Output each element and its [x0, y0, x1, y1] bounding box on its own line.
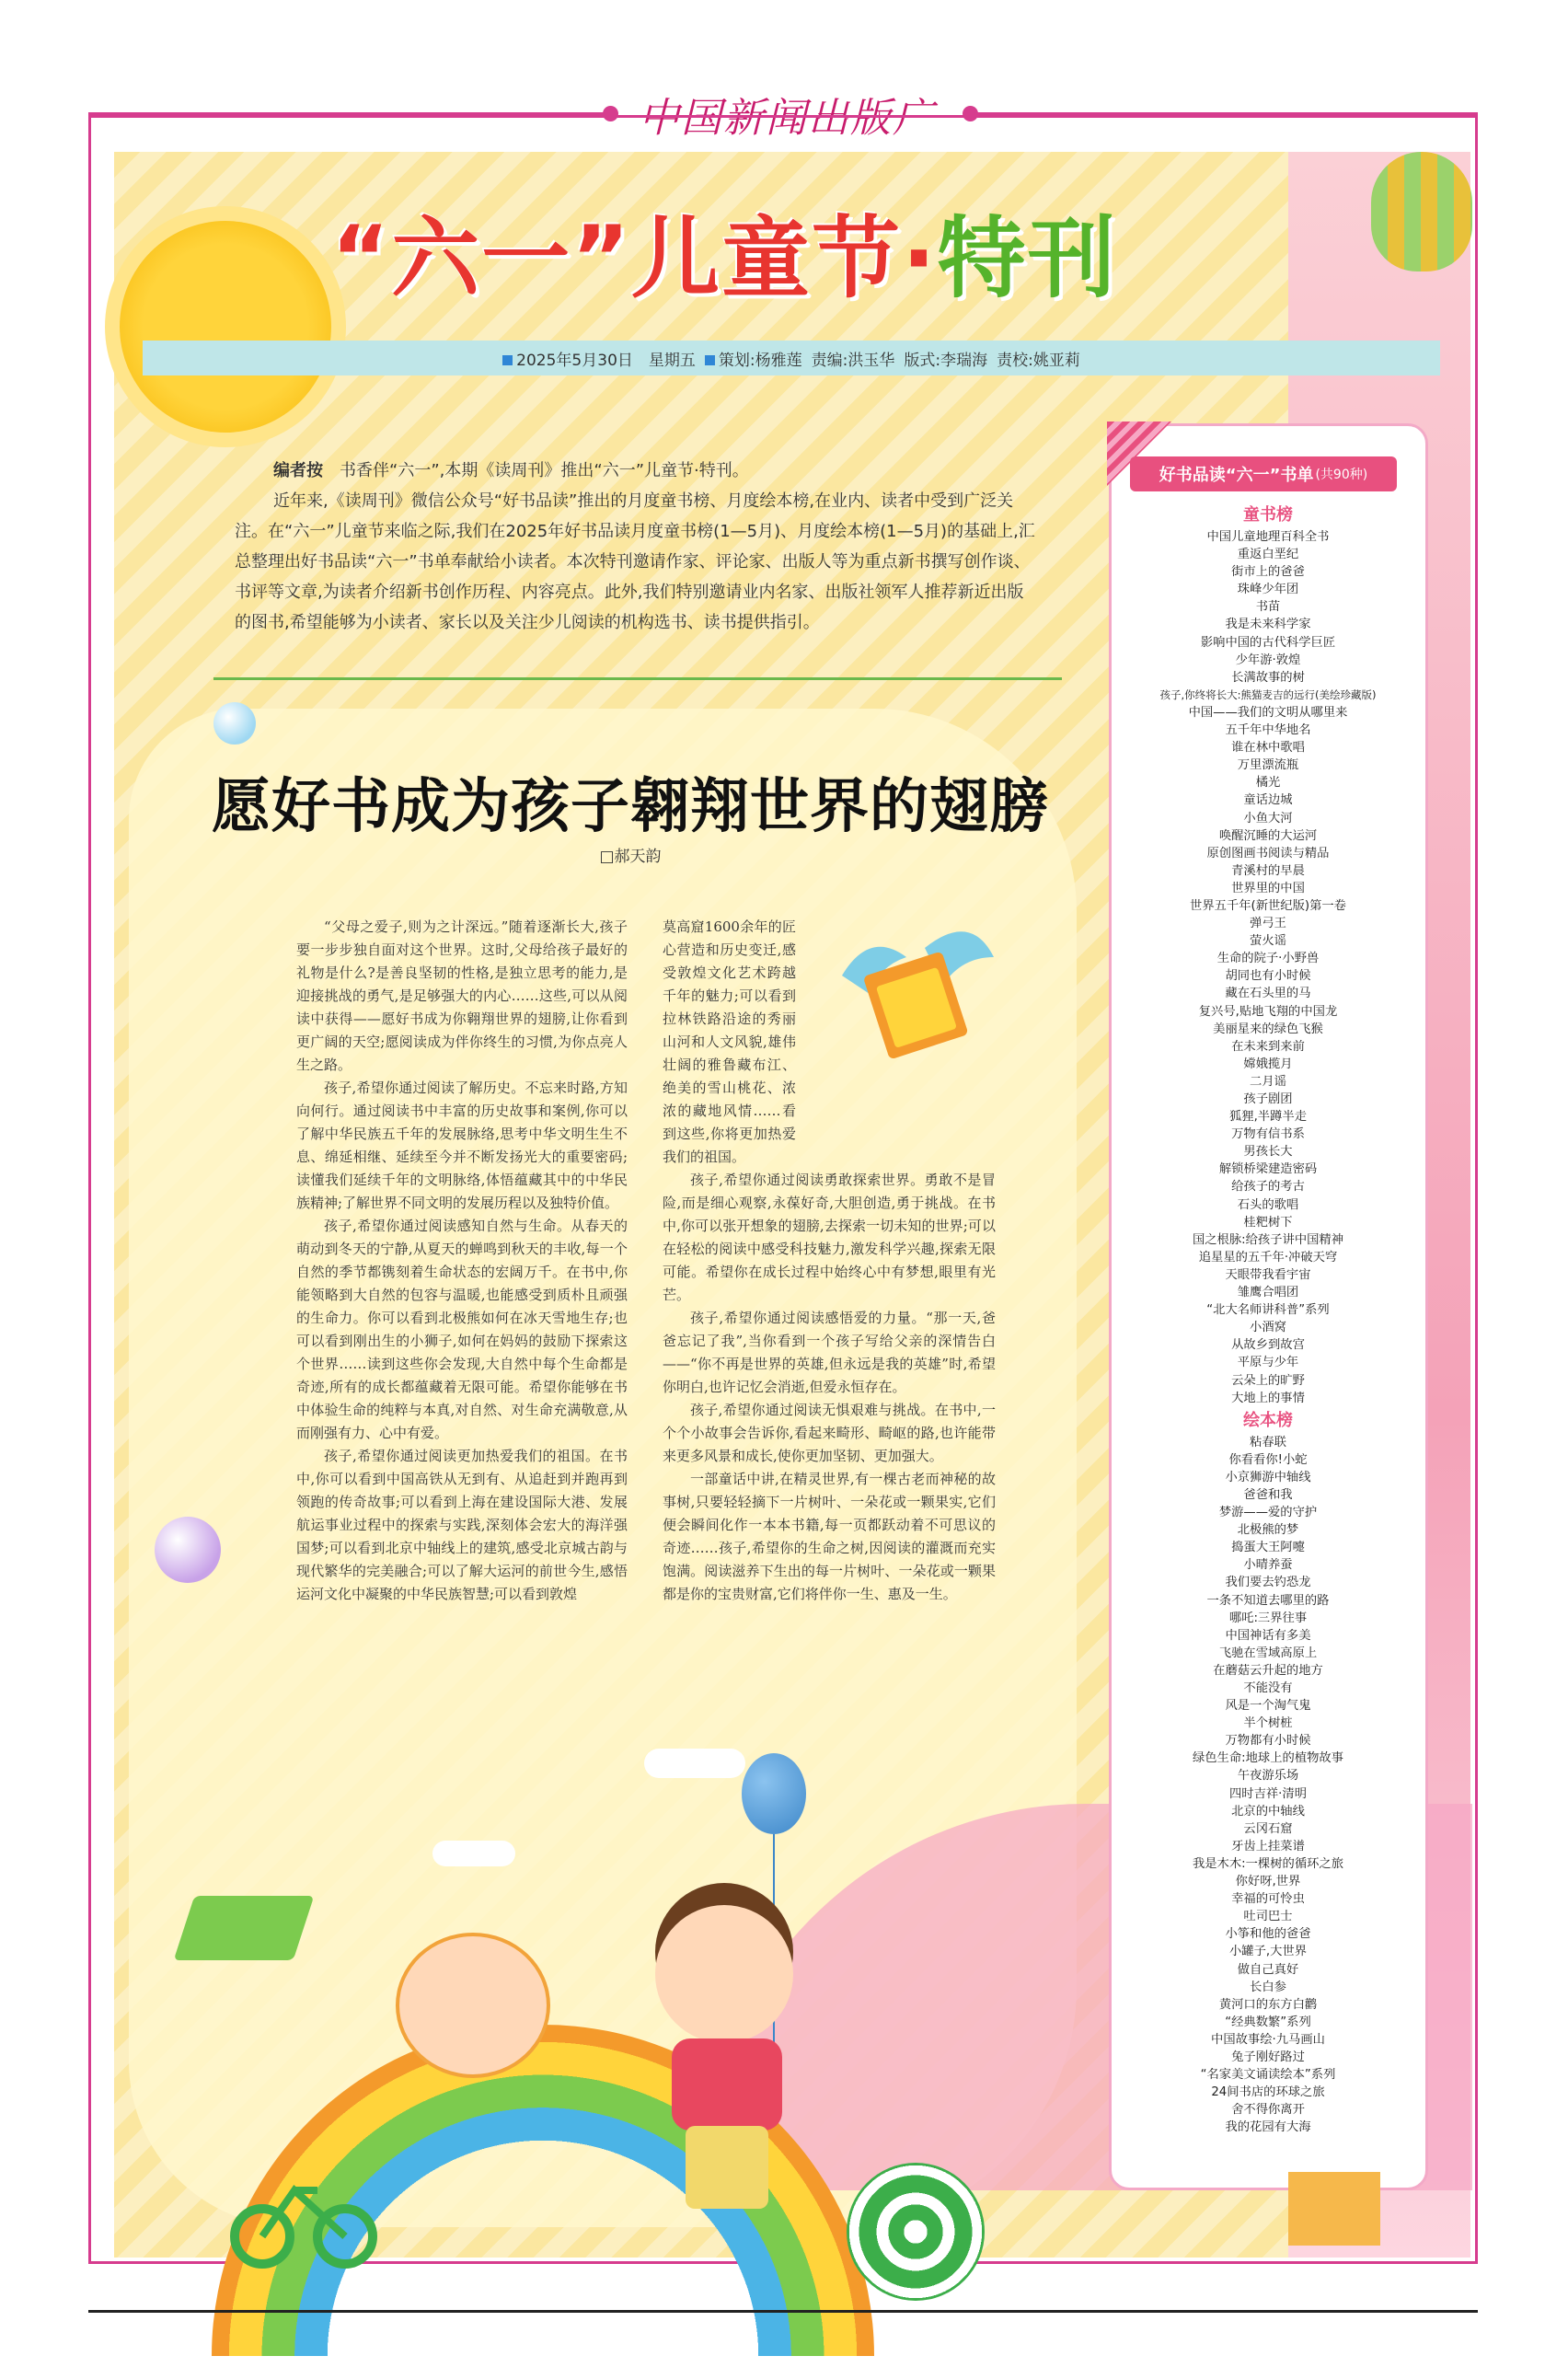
booklist-item: 北极熊的梦	[1237, 1523, 1299, 1538]
booklist-item: 四时吉祥·清明	[1228, 1786, 1307, 1801]
editor-note-body: 近年来,《读周刊》微信公众号“好书品读”推出的月度童书榜、月度绘本榜,在业内、读者中受到广泛关注。在“六一”儿童节来临之际,我们在2025年好书品读月度童书榜(1—5月)、月度绘本榜(1—5月)的基础上,汇总整理出好书品读“六一”书单奉献给小读者。本次特刊邀请作家、评论家、出版人等为重点新书撰写创作谈、书评等文章,为读者介绍新书创作历程、内容亮点。此外,我们特别邀请业内名家、出版社领军人推荐新近出版的图书,希望能够为小读者、家长以及关注少儿阅读的机构选书、读书提供指引。	[235, 491, 1035, 632]
info-date: 2025年5月30日 星期五	[502, 347, 696, 370]
booklist-item: 绿色生命:地球上的植物故事	[1192, 1751, 1344, 1766]
booklist-item: “北大名师讲科普”系列	[1206, 1303, 1330, 1318]
booklist-item: 吐司巴士	[1243, 1910, 1293, 1924]
booklist-item: 梦游——爱的守护	[1218, 1506, 1318, 1520]
blue-balloon-illustration	[742, 1753, 806, 1834]
booklist-item: 从故乡到故宫	[1231, 1338, 1305, 1353]
booklist-item: 小筝和他的爸爸	[1225, 1927, 1311, 1942]
booklist-item: 桂粑树下	[1243, 1215, 1293, 1230]
booklist-item: 孩子,你终将长大:熊猫麦吉的远行(美绘珍藏版)	[1159, 687, 1377, 701]
booklist-item: 万物有信书系	[1231, 1127, 1305, 1142]
booklist-item: 捣蛋大王阿嚏	[1231, 1541, 1305, 1555]
boy-legs-illustration	[686, 2126, 768, 2209]
special-issue-title	[331, 189, 1251, 315]
booklist-item: 不能没有	[1243, 1681, 1293, 1695]
booklist-item: 午夜游乐场	[1237, 1769, 1299, 1784]
booklist-item: 追星星的五千年·冲破天穹	[1198, 1250, 1338, 1265]
booklist-item: 万里漂流瓶	[1237, 758, 1299, 773]
booklist-item: 云冈石窟	[1243, 1821, 1293, 1836]
booklist-item: 世界五千年(新世纪版)第一卷	[1190, 898, 1346, 913]
booklist-item: 长白参	[1250, 1980, 1286, 1994]
sun-illustration	[120, 221, 331, 433]
booklist-item: 我是木木:一棵树的循环之旅	[1192, 1856, 1344, 1871]
newspaper-name: 中国新闻出版广	[639, 95, 935, 142]
booklist-item: 书苗	[1255, 600, 1281, 615]
booklist-item: 我的花园有大海	[1225, 2120, 1311, 2135]
booklist-item: 哪吒:三界往事	[1228, 1611, 1308, 1625]
boy-body-illustration	[672, 2038, 782, 2131]
editor-note-first-line: 编者按 书香伴“六一”,本期《读周刊》推出“六一”儿童节·特刊。	[273, 461, 749, 480]
booklist-item: 舍不得你离开	[1231, 2103, 1305, 2118]
booklist-item: 原创图画书阅读与精品	[1206, 846, 1330, 860]
paragraph: “父母之爱子,则为之计深远。”随着逐渐长大,孩子要一步步独自面对这个世界。这时,父母给孩子最好的礼物是什么?是善良坚韧的性格,是独立思考的能力,是迎接挑战的勇气,是足够强大的内心……这些,可以从阅读中获得——愿好书成为你翱翔世界的翅膀,让你看到更广阔的天空;愿阅读成为伴你终生的习惯,为你点亮人生之路。	[296, 918, 628, 1073]
booklist-item: 24间书店的环球之旅	[1211, 2085, 1325, 2100]
booklist-item: 在未来到来前	[1231, 1039, 1305, 1054]
green-divider	[213, 677, 1062, 680]
booklist-section-title: 童书榜	[1243, 505, 1293, 525]
page-bottom-rule	[88, 2310, 1478, 2313]
booklist-item: 萤火谣	[1250, 934, 1286, 949]
booklist-item: 兔子刚好路过	[1231, 2050, 1305, 2064]
booklist-item: 中国故事绘·九马画山	[1211, 2032, 1325, 2047]
paragraph: 孩子,希望你通过阅读感知自然与生命。从春天的萌动到冬天的宁静,从夏天的蝉鸣到秋天的丰收,每一个自然的季节都镌刻着生命状态的宏阔万千。在书中,你能领略到大自然的包容与温暖,也能感受到质朴且顽强的生命力。你可以看到北极熊如何在冰天雪地生存;也可以看到刚出生的小狮子,如何在妈妈的鼓励下探索这个世界……读到这些你会发现,大自然中每个生命都是奇迹,所有的成长都蕴藏着无限可能。希望你能够在书中体验生命的纯粹与本真,对自然、对生命充满敬意,从而刚强有力、心中有爱。	[296, 1218, 628, 1441]
title-special: 特刊	[937, 207, 1118, 310]
booklist-item: 大地上的事情	[1231, 1391, 1305, 1405]
booklist-item: 小鱼大河	[1243, 811, 1293, 826]
paragraph: 一部童话中讲,在精灵世界,有一棵古老而神秘的故事树,只要轻轻摘下一片树叶、一朵花或一颗果实,它们便会瞬间化作一本本书籍,每一页都跃动着不可思议的奇迹……孩子,希望你的生命之树,因阅读的灌溉而充实饱满。阅读滋养下生出的每一片树叶、一朵花或一颗果都是你的宝贵财富,它们将伴你一生、惠及一生。	[663, 1471, 996, 1602]
booklist-item: 生命的院子·小野兽	[1216, 952, 1320, 966]
booklist-item: 半个树桩	[1243, 1716, 1293, 1731]
booklist-item: 少年游·敦煌	[1235, 652, 1301, 667]
paragraph: 莫高窟1600余年的匠心营造和历史变迁,感受敦煌文化艺术跨越千年的魅力;可以看到拉林铁路沿途的秀丽山河和人文风貌,雄伟壮阔的雅鲁藏布江、绝美的雪山桃花、浓浓的藏地风情……看到这些,你将更加热爱我们的祖国。	[663, 918, 796, 1165]
booklist-item: “名家美文诵读绘本”系列	[1200, 2068, 1336, 2083]
flying-book-illustration	[833, 920, 998, 1068]
booklist-item: 唤醒沉睡的大运河	[1218, 828, 1318, 843]
booklist-item: 中国——我们的文明从哪里来	[1188, 705, 1348, 720]
booklist-item: 天眼带我看宇宙	[1225, 1267, 1311, 1282]
booklist-item: 嫦娥揽月	[1243, 1057, 1293, 1071]
article-byline: □郝天韵	[599, 848, 662, 866]
article-headline: 愿好书成为孩子翱翔世界的翅膀	[212, 772, 1049, 841]
booklist-item: 平原与少年	[1237, 1356, 1299, 1370]
booklist-item: 谁在林中歌唱	[1231, 741, 1305, 756]
article-column-1	[296, 916, 628, 1606]
paragraph: 孩子,希望你通过阅读无惧艰难与挑战。在书中,一个个小故事会告诉你,看起来畸形、畸岖的路,也许能带来更多风景和成长,使你更加坚韧、更加强大。	[663, 1402, 996, 1464]
booklist-item: 影响中国的古代科学巨匠	[1200, 635, 1336, 650]
bubble-decoration	[155, 1517, 221, 1583]
booklist-item: 复兴号,贴地飞翔的中国龙	[1198, 1004, 1338, 1019]
booklist-item: 我们要去钓恐龙	[1225, 1576, 1311, 1590]
booklist-item: 石头的歌唱	[1237, 1197, 1299, 1212]
booklist-item: 小罐子,大世界	[1228, 1945, 1307, 1959]
editor-note	[235, 456, 1035, 638]
info-proof: 责校:姚亚莉	[997, 351, 1080, 370]
info-planner: 策划:杨雅莲	[705, 347, 802, 370]
booklist-item: 青溪村的早晨	[1231, 863, 1305, 878]
booklist-item: 重返白垩纪	[1237, 548, 1299, 562]
booklist-item: 飞驰在雪域高原上	[1218, 1646, 1318, 1660]
booklist-item: 万物都有小时候	[1225, 1734, 1311, 1749]
girl-illustration	[396, 1933, 550, 2078]
booklist-item: 长满故事的树	[1231, 670, 1305, 685]
booklist-item: 你看看你!小蛇	[1228, 1452, 1308, 1467]
booklist-item: 美丽星来的绿色飞猴	[1213, 1022, 1323, 1036]
booklist-item: 给孩子的考古	[1231, 1180, 1305, 1195]
booklist-title: 好书品读“六一”书单 (共90种)	[1130, 456, 1397, 491]
booklist-item: 珠峰少年团	[1237, 583, 1299, 597]
booklist-item: 橘光	[1255, 776, 1281, 791]
booklist-item: 小京狮游中轴线	[1225, 1470, 1311, 1484]
booklist	[1112, 502, 1424, 2136]
booklist-item: 世界里的中国	[1231, 881, 1305, 895]
booklist-item: 粘春联	[1250, 1435, 1286, 1449]
booklist-item: 胡同也有小时候	[1225, 969, 1311, 984]
booklist-item: 弹弓王	[1250, 917, 1286, 931]
title-festival: “六一”儿童节	[331, 207, 903, 310]
booklist-item: 雏鹰合唱团	[1237, 1286, 1299, 1300]
booklist-item: 风是一个淘气鬼	[1225, 1699, 1311, 1714]
booklist-item: 做自己真好	[1237, 1962, 1299, 1977]
title-dot: ·	[902, 207, 938, 310]
booklist-item: 中国神话有多美	[1225, 1628, 1311, 1643]
booklist-item: 二月谣	[1250, 1074, 1286, 1089]
info-editor: 责编:洪玉华	[811, 351, 895, 370]
paragraph: 孩子,希望你通过阅读了解历史。不忘来时路,方知向何行。通过阅读书中丰富的历史故事和案例,你可以了解中华民族五千年的发展脉络,思考中华文明生生不息、绵延相继、延续至今并不断发扬光大的重要密码;读懂我们延续千年的文明脉络,体悟蕴藏其中的中华民族精神;了解世界不同文明的发展历程以及独特价值。	[296, 1080, 628, 1211]
booklist-item: 解锁桥梁建造密码	[1218, 1162, 1318, 1177]
booklist-item: 街市上的爸爸	[1231, 565, 1305, 580]
house-illustration	[1288, 2172, 1380, 2246]
paragraph: 孩子,希望你通过阅读感悟爱的力量。“那一天,爸爸忘记了我”,当你看到一个孩子写给父亲的深情告白——“你不再是世界的英雄,但永远是我的英雄”时,希望你明白,也许记忆会消逝,但爱永恒存在。	[663, 1310, 996, 1395]
bubble-decoration	[213, 702, 256, 745]
bullet-square-icon	[705, 355, 715, 365]
booklist-item: 一条不知道去哪里的路	[1206, 1593, 1330, 1608]
info-layout: 版式:李瑞海	[904, 351, 988, 370]
booklist-count: (共90种)	[1315, 468, 1368, 482]
booklist-item: 小酒窝	[1250, 1321, 1286, 1335]
booklist-item: 小晴养蚕	[1243, 1558, 1293, 1573]
booklist-item: 黄河口的东方白鹳	[1218, 1997, 1318, 2012]
issue-info-bar	[143, 341, 1440, 375]
booklist-item: 狐狸,半蹲半走	[1228, 1110, 1307, 1125]
boy-head-illustration	[655, 1905, 793, 2043]
booklist-item: 男孩长大	[1243, 1145, 1293, 1160]
booklist-item: 童话边城	[1243, 793, 1293, 808]
hot-air-balloon-illustration	[1371, 152, 1472, 271]
paragraph: 孩子,希望你通过阅读勇敢探索世界。勇敢不是冒险,而是细心观察,永葆好奇,大胆创造,勇于挑战。在书中,你可以张开想象的翅膀,去探索一切未知的世界;可以在轻松的阅读中感受科技魅力,激发科学兴趣,探索无限可能。希望你在成长过程中始终心中有梦想,眼里有光芒。	[663, 1172, 996, 1303]
booklist-item: “经典数繁”系列	[1225, 2015, 1311, 2029]
open-book-illustration	[174, 1896, 315, 1960]
booklist-item: 孩子剧团	[1243, 1092, 1293, 1106]
paragraph: 孩子,希望你通过阅读更加热爱我们的祖国。在书中,你可以看到中国高铁从无到有、从追赶到并跑再到领跑的传奇故事;可以看到上海在建设国际大港、发展航运事业过程中的探索与实践,深刻体会宏大的海洋强国梦;可以看到北京中轴线上的建筑,感受北京城古韵与现代繁华的完美融合;可以了解大运河的前世今生,感悟运河文化中凝聚的中华民族智慧;可以看到敦煌	[296, 1448, 628, 1602]
booklist-item: 五千年中华地名	[1225, 723, 1311, 738]
booklist-item: 藏在石头里的马	[1225, 987, 1311, 1001]
booklist-item: 我是未来科学家	[1225, 618, 1311, 632]
cloud-illustration	[644, 1749, 745, 1778]
booklist-section-title: 绘本榜	[1243, 1410, 1293, 1430]
booklist-item: 在蘑菇云升起的地方	[1213, 1663, 1323, 1678]
booklist-item: 北京的中轴线	[1231, 1804, 1305, 1819]
booklist-item: 爸爸和我	[1243, 1487, 1293, 1502]
cloud-illustration	[432, 1841, 515, 1866]
bicycle-illustration	[230, 2172, 377, 2273]
booklist-item: 你好呀,世界	[1235, 1875, 1301, 1889]
booklist-item: 国之根脉:给孩子讲中国精神	[1192, 1232, 1344, 1247]
booklist-item: 云朵上的旷野	[1231, 1373, 1305, 1388]
bullet-square-icon	[502, 355, 513, 365]
editor-note-label: 编者按	[273, 461, 323, 480]
booklist-item: 牙齿上挂菜谱	[1231, 1839, 1305, 1854]
booklist-item: 幸福的可怜虫	[1231, 1892, 1305, 1907]
snail-illustration	[847, 2163, 985, 2301]
booklist-item: 中国儿童地理百科全书	[1206, 530, 1330, 544]
